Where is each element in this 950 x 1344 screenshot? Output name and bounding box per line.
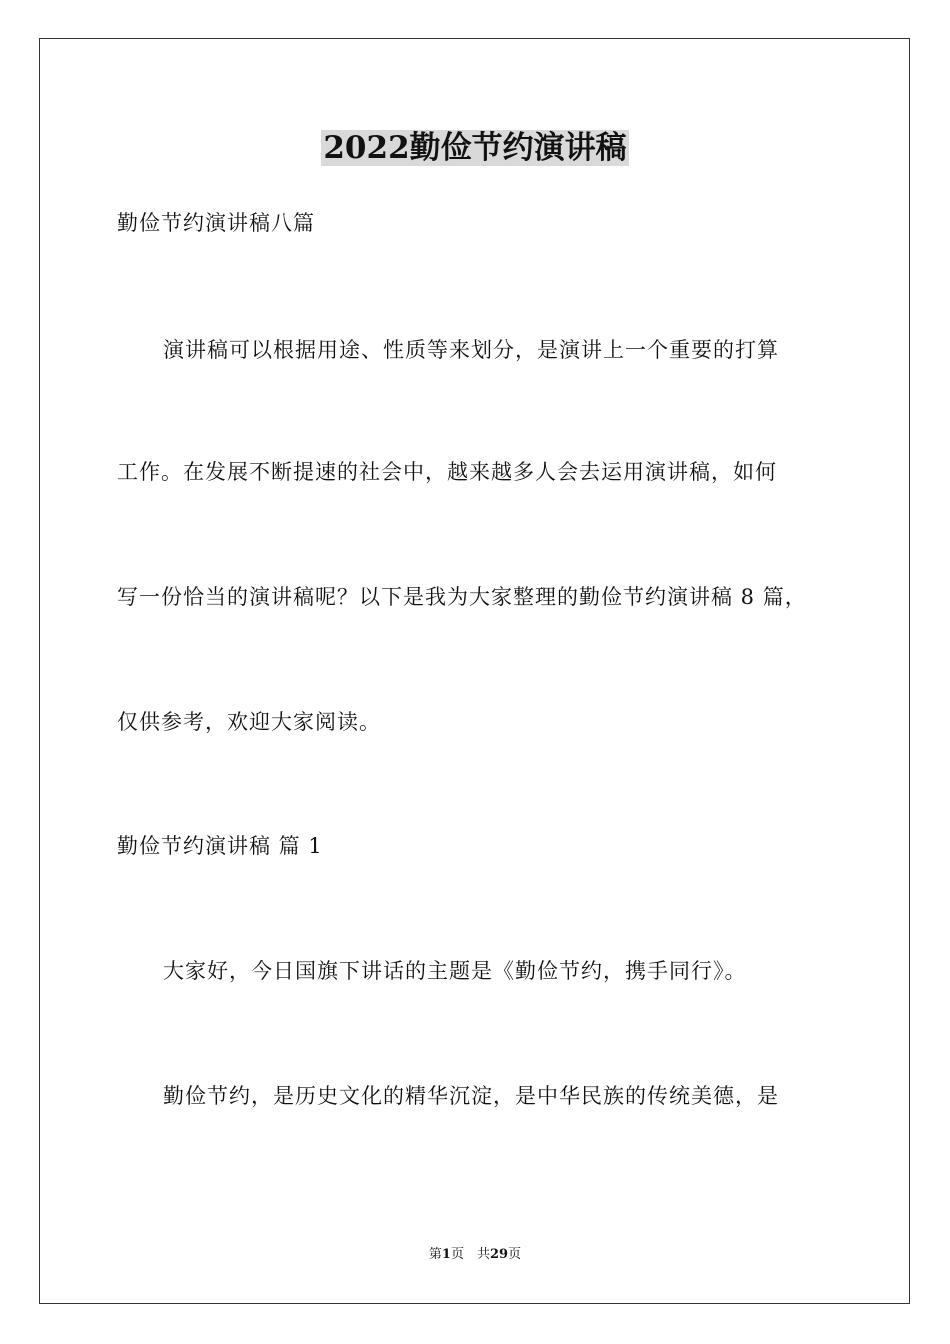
body-line-2: 勤俭节约，是历史文化的精华沉淀，是中华民族的传统美德，是 [163,1084,779,1108]
intro-line-3: 写一份恰当的演讲稿呢？以下是我为大家整理的勤俭节约演讲稿 8 篇， [117,585,807,609]
intro-line-1: 演讲稿可以根据用途、性质等来划分，是演讲上一个重要的打算 [163,338,779,362]
intro-line-2: 工作。在发展不断提速的社会中，越来越多人会去运用演讲稿，如何 [117,460,777,484]
intro-line-4: 仅供参考，欢迎大家阅读。 [117,710,381,734]
footer-prefix: 第 [428,1247,442,1262]
footer-current-page: 1 [441,1247,451,1262]
document-title-text: 2022勤俭节约演讲稿 [323,130,627,166]
document-title [0,126,950,170]
footer-mid: 页 共 [450,1247,490,1262]
footer-total-pages: 29 [489,1247,509,1262]
section-heading: 勤俭节约演讲稿 篇 1 [117,834,323,858]
footer-suffix: 页 [508,1247,522,1262]
document-subtitle: 勤俭节约演讲稿八篇 [117,211,315,235]
body-line-1: 大家好，今日国旗下讲话的主题是《勤俭节约，携手同行》。 [163,959,747,983]
page-number-footer [0,1246,950,1264]
